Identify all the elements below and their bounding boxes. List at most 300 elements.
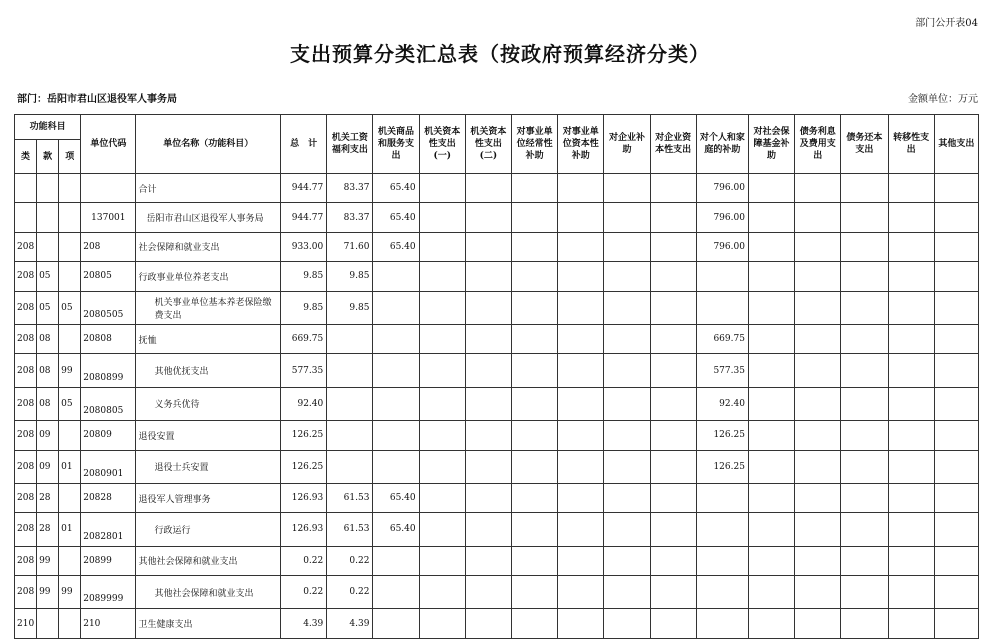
cell-col6: [558, 483, 604, 512]
cell-col12: [841, 324, 888, 353]
cell-col7: [604, 609, 650, 638]
cell-col9: 796.00: [696, 232, 748, 261]
cell-col3: [419, 354, 465, 387]
cell-kuan: 08: [37, 324, 59, 353]
cell-unit-name: 行政事业单位养老支出: [136, 262, 281, 291]
cell-lei: 208: [15, 324, 37, 353]
cell-xiang: [59, 609, 81, 638]
cell-col5: [511, 609, 557, 638]
cell-col1: 4.39: [327, 609, 373, 638]
cell-col9: 126.25: [696, 421, 748, 450]
cell-col8: [650, 174, 696, 203]
cell-col10: [748, 324, 794, 353]
cell-col1: 61.53: [327, 513, 373, 546]
header-total: 总 计: [281, 115, 327, 174]
cell-unit-code: 210: [81, 609, 136, 638]
cell-col7: [604, 291, 650, 324]
cell-lei: [15, 174, 37, 203]
table-row: [15, 291, 979, 324]
table-row: [15, 483, 979, 512]
cell-col11: [795, 262, 841, 291]
cell-total: 9.85: [281, 262, 327, 291]
cell-col13: [888, 576, 934, 609]
cell-col7: [604, 546, 650, 575]
cell-col5: [511, 174, 557, 203]
cell-col12: [841, 262, 888, 291]
cell-col7: [604, 262, 650, 291]
cell-unit-code: 208: [81, 232, 136, 261]
cell-col11: [795, 354, 841, 387]
cell-xiang: 99: [59, 576, 81, 609]
cell-col11: [795, 450, 841, 483]
cell-unit-code: 20899: [81, 546, 136, 575]
cell-col8: [650, 291, 696, 324]
cell-kuan: [37, 174, 59, 203]
cell-unit-code: 20809: [81, 421, 136, 450]
cell-xiang: [59, 203, 81, 232]
cell-col12: [841, 203, 888, 232]
cell-total: 577.35: [281, 354, 327, 387]
cell-col2: [373, 609, 419, 638]
cell-col8: [650, 609, 696, 638]
header-col5: 对事业单位经常性补助: [511, 115, 557, 174]
table-row: [15, 546, 979, 575]
expenditure-table: [14, 114, 979, 639]
cell-col9: [696, 546, 748, 575]
cell-col2: [373, 324, 419, 353]
cell-col10: [748, 291, 794, 324]
department-label: 部门：岳阳市君山区退役军人事务局: [17, 94, 177, 105]
cell-col9: [696, 291, 748, 324]
cell-col3: [419, 421, 465, 450]
cell-xiang: 05: [59, 291, 81, 324]
header-col12: 债务还本支出: [841, 115, 888, 174]
cell-unit-code: 20805: [81, 262, 136, 291]
header-lei: 类: [15, 140, 37, 174]
cell-col7: [604, 174, 650, 203]
page-title: 支出预算分类汇总表（按政府预算经济分类）: [290, 42, 710, 66]
cell-col10: [748, 354, 794, 387]
cell-col1: 0.22: [327, 546, 373, 575]
cell-xiang: [59, 421, 81, 450]
cell-col13: [888, 450, 934, 483]
cell-unit-name: 卫生健康支出: [136, 609, 281, 638]
cell-lei: 208: [15, 262, 37, 291]
cell-total: 92.40: [281, 387, 327, 420]
cell-unit-code: [81, 174, 136, 203]
cell-col13: [888, 513, 934, 546]
cell-total: 126.25: [281, 421, 327, 450]
cell-total: 126.93: [281, 513, 327, 546]
cell-col1: [327, 324, 373, 353]
cell-col5: [511, 450, 557, 483]
cell-col2: [373, 421, 419, 450]
cell-total: 0.22: [281, 576, 327, 609]
header-col8: 对企业资本性支出: [650, 115, 696, 174]
cell-col9: 92.40: [696, 387, 748, 420]
cell-xiang: [59, 546, 81, 575]
cell-col4: [465, 354, 511, 387]
cell-col7: [604, 232, 650, 261]
cell-unit-code: 2080505: [81, 291, 136, 324]
table-row: [15, 354, 979, 387]
cell-col10: [748, 513, 794, 546]
cell-col10: [748, 203, 794, 232]
cell-col6: [558, 174, 604, 203]
cell-col5: [511, 483, 557, 512]
cell-col6: [558, 232, 604, 261]
cell-col12: [841, 546, 888, 575]
header-col13: 转移性支出: [888, 115, 934, 174]
cell-col7: [604, 203, 650, 232]
cell-col12: [841, 387, 888, 420]
cell-col13: [888, 324, 934, 353]
cell-col14: [934, 387, 978, 420]
cell-unit-name: 退役军人管理事务: [136, 483, 281, 512]
cell-col5: [511, 291, 557, 324]
cell-col2: 65.40: [373, 232, 419, 261]
cell-col2: [373, 450, 419, 483]
cell-lei: 208: [15, 513, 37, 546]
cell-col11: [795, 324, 841, 353]
cell-xiang: [59, 324, 81, 353]
cell-col4: [465, 421, 511, 450]
cell-col7: [604, 354, 650, 387]
cell-col3: [419, 546, 465, 575]
cell-col6: [558, 262, 604, 291]
cell-col9: 577.35: [696, 354, 748, 387]
cell-col11: [795, 421, 841, 450]
table-row: [15, 450, 979, 483]
cell-col12: [841, 609, 888, 638]
cell-col6: [558, 387, 604, 420]
cell-lei: [15, 203, 37, 232]
header-kuan: 款: [37, 140, 59, 174]
cell-col1: 83.37: [327, 203, 373, 232]
cell-total: 669.75: [281, 324, 327, 353]
cell-col3: [419, 291, 465, 324]
table-row: [15, 232, 979, 261]
cell-col8: [650, 546, 696, 575]
cell-col5: [511, 324, 557, 353]
cell-col3: [419, 483, 465, 512]
cell-col3: [419, 324, 465, 353]
cell-col13: [888, 354, 934, 387]
cell-col10: [748, 546, 794, 575]
cell-col3: [419, 262, 465, 291]
cell-kuan: [37, 203, 59, 232]
cell-col10: [748, 576, 794, 609]
cell-col13: [888, 421, 934, 450]
cell-unit-name: 抚恤: [136, 324, 281, 353]
cell-total: 4.39: [281, 609, 327, 638]
cell-col3: [419, 387, 465, 420]
cell-unit-name: 社会保障和就业支出: [136, 232, 281, 261]
cell-lei: 208: [15, 576, 37, 609]
cell-col2: [373, 546, 419, 575]
cell-col6: [558, 546, 604, 575]
cell-col11: [795, 291, 841, 324]
cell-col11: [795, 513, 841, 546]
header-func-subject: 功能科目: [15, 115, 81, 140]
cell-unit-name: 退役士兵安置: [136, 450, 281, 483]
table-row: [15, 203, 979, 232]
cell-col13: [888, 262, 934, 291]
cell-col12: [841, 513, 888, 546]
table-row: [15, 609, 979, 638]
header-unit-code: 单位代码: [81, 115, 136, 174]
cell-col11: [795, 387, 841, 420]
cell-col11: [795, 203, 841, 232]
cell-col14: [934, 174, 978, 203]
cell-kuan: 28: [37, 483, 59, 512]
cell-col7: [604, 387, 650, 420]
cell-col5: [511, 354, 557, 387]
header-unit-name: 单位名称（功能科目）: [136, 115, 281, 174]
cell-col1: 9.85: [327, 262, 373, 291]
cell-col2: 65.40: [373, 513, 419, 546]
cell-col4: [465, 513, 511, 546]
cell-col11: [795, 546, 841, 575]
cell-unit-name: 退役安置: [136, 421, 281, 450]
cell-col8: [650, 421, 696, 450]
cell-col13: [888, 483, 934, 512]
cell-col6: [558, 450, 604, 483]
cell-col8: [650, 513, 696, 546]
cell-col8: [650, 354, 696, 387]
cell-total: 9.85: [281, 291, 327, 324]
cell-col1: 83.37: [327, 174, 373, 203]
cell-col12: [841, 291, 888, 324]
cell-col5: [511, 232, 557, 261]
cell-kuan: 09: [37, 421, 59, 450]
cell-col3: [419, 174, 465, 203]
cell-col10: [748, 232, 794, 261]
cell-lei: 210: [15, 609, 37, 638]
cell-col10: [748, 609, 794, 638]
cell-col5: [511, 262, 557, 291]
cell-lei: 208: [15, 387, 37, 420]
cell-col10: [748, 421, 794, 450]
cell-col10: [748, 450, 794, 483]
cell-lei: 208: [15, 450, 37, 483]
cell-col12: [841, 483, 888, 512]
cell-col7: [604, 576, 650, 609]
cell-col3: [419, 576, 465, 609]
cell-col13: [888, 546, 934, 575]
cell-col14: [934, 513, 978, 546]
cell-lei: 208: [15, 232, 37, 261]
cell-col2: 65.40: [373, 203, 419, 232]
cell-xiang: 01: [59, 513, 81, 546]
cell-col8: [650, 232, 696, 261]
cell-col4: [465, 174, 511, 203]
cell-xiang: 01: [59, 450, 81, 483]
cell-kuan: [37, 609, 59, 638]
cell-unit-name: 机关事业单位基本养老保险缴费支出: [136, 291, 281, 324]
cell-kuan: [37, 232, 59, 261]
cell-col6: [558, 203, 604, 232]
cell-col11: [795, 483, 841, 512]
cell-col5: [511, 203, 557, 232]
header-col1: 机关工资福利支出: [327, 115, 373, 174]
cell-col4: [465, 576, 511, 609]
cell-col8: [650, 483, 696, 512]
cell-col2: [373, 387, 419, 420]
cell-col4: [465, 609, 511, 638]
cell-col2: [373, 262, 419, 291]
cell-col14: [934, 262, 978, 291]
cell-unit-code: 137001: [81, 203, 136, 232]
cell-col7: [604, 513, 650, 546]
cell-kuan: 99: [37, 546, 59, 575]
cell-col9: 796.00: [696, 203, 748, 232]
header-col14: 其他支出: [934, 115, 978, 174]
cell-col1: [327, 387, 373, 420]
cell-xiang: [59, 483, 81, 512]
header-col10: 对社会保障基金补助: [748, 115, 794, 174]
cell-col4: [465, 232, 511, 261]
cell-col6: [558, 513, 604, 546]
table-row: [15, 421, 979, 450]
cell-col14: [934, 576, 978, 609]
cell-col2: [373, 354, 419, 387]
cell-col9: 669.75: [696, 324, 748, 353]
cell-col2: 65.40: [373, 483, 419, 512]
cell-kuan: 05: [37, 291, 59, 324]
cell-unit-name: 其他社会保障和就业支出: [136, 546, 281, 575]
cell-unit-name: 义务兵优待: [136, 387, 281, 420]
cell-col9: 796.00: [696, 174, 748, 203]
cell-col11: [795, 576, 841, 609]
cell-col14: [934, 291, 978, 324]
cell-col5: [511, 513, 557, 546]
cell-col12: [841, 576, 888, 609]
cell-xiang: [59, 262, 81, 291]
cell-col14: [934, 232, 978, 261]
cell-col9: [696, 513, 748, 546]
cell-lei: 208: [15, 483, 37, 512]
cell-col1: [327, 421, 373, 450]
cell-col13: [888, 291, 934, 324]
cell-kuan: 08: [37, 387, 59, 420]
cell-col9: [696, 609, 748, 638]
cell-col14: [934, 203, 978, 232]
table-row: [15, 262, 979, 291]
cell-col14: [934, 450, 978, 483]
cell-col4: [465, 450, 511, 483]
cell-col7: [604, 324, 650, 353]
cell-unit-name: 岳阳市君山区退役军人事务局: [136, 203, 281, 232]
table-row: [15, 174, 979, 203]
cell-col7: [604, 483, 650, 512]
cell-col13: [888, 174, 934, 203]
cell-col4: [465, 291, 511, 324]
cell-col3: [419, 609, 465, 638]
cell-col8: [650, 450, 696, 483]
cell-unit-code: 2082801: [81, 513, 136, 546]
header-col6: 对事业单位资本性补助: [558, 115, 604, 174]
header-col11: 债务利息及费用支出: [795, 115, 841, 174]
cell-col10: [748, 262, 794, 291]
cell-col12: [841, 174, 888, 203]
cell-unit-code: 2080901: [81, 450, 136, 483]
cell-col6: [558, 324, 604, 353]
cell-col8: [650, 576, 696, 609]
cell-col13: [888, 232, 934, 261]
header-col3: 机关资本性支出(一): [419, 115, 465, 174]
cell-col5: [511, 576, 557, 609]
cell-total: 126.93: [281, 483, 327, 512]
cell-col14: [934, 483, 978, 512]
cell-col14: [934, 354, 978, 387]
cell-col11: [795, 174, 841, 203]
cell-col5: [511, 387, 557, 420]
cell-col11: [795, 609, 841, 638]
cell-col1: 61.53: [327, 483, 373, 512]
cell-col10: [748, 483, 794, 512]
cell-col2: [373, 291, 419, 324]
cell-col4: [465, 387, 511, 420]
cell-col8: [650, 387, 696, 420]
cell-col1: [327, 354, 373, 387]
cell-unit-code: 20808: [81, 324, 136, 353]
cell-unit-name: 行政运行: [136, 513, 281, 546]
cell-col4: [465, 324, 511, 353]
cell-col4: [465, 262, 511, 291]
cell-col2: [373, 576, 419, 609]
cell-unit-name: 合计: [136, 174, 281, 203]
cell-col10: [748, 174, 794, 203]
header-col9: 对个人和家庭的补助: [696, 115, 748, 174]
cell-col3: [419, 513, 465, 546]
table-row: [15, 387, 979, 420]
cell-unit-code: 20828: [81, 483, 136, 512]
cell-xiang: [59, 174, 81, 203]
cell-col12: [841, 421, 888, 450]
cell-col12: [841, 354, 888, 387]
cell-col13: [888, 609, 934, 638]
cell-kuan: 28: [37, 513, 59, 546]
amount-unit-label: 金额单位：万元: [908, 94, 978, 105]
cell-col7: [604, 421, 650, 450]
cell-col8: [650, 324, 696, 353]
cell-unit-name: 其他优抚支出: [136, 354, 281, 387]
cell-col13: [888, 387, 934, 420]
cell-col14: [934, 609, 978, 638]
cell-unit-name: 其他社会保障和就业支出: [136, 576, 281, 609]
cell-lei: 208: [15, 354, 37, 387]
cell-col4: [465, 483, 511, 512]
cell-col1: 9.85: [327, 291, 373, 324]
cell-col6: [558, 421, 604, 450]
cell-col9: [696, 483, 748, 512]
cell-lei: 208: [15, 421, 37, 450]
cell-kuan: 08: [37, 354, 59, 387]
cell-col6: [558, 576, 604, 609]
cell-col6: [558, 609, 604, 638]
cell-col9: [696, 576, 748, 609]
cell-unit-code: 2089999: [81, 576, 136, 609]
cell-col1: 71.60: [327, 232, 373, 261]
cell-lei: 208: [15, 546, 37, 575]
cell-total: 126.25: [281, 450, 327, 483]
cell-col8: [650, 262, 696, 291]
cell-col9: [696, 262, 748, 291]
cell-col6: [558, 291, 604, 324]
cell-total: 0.22: [281, 546, 327, 575]
cell-col5: [511, 546, 557, 575]
